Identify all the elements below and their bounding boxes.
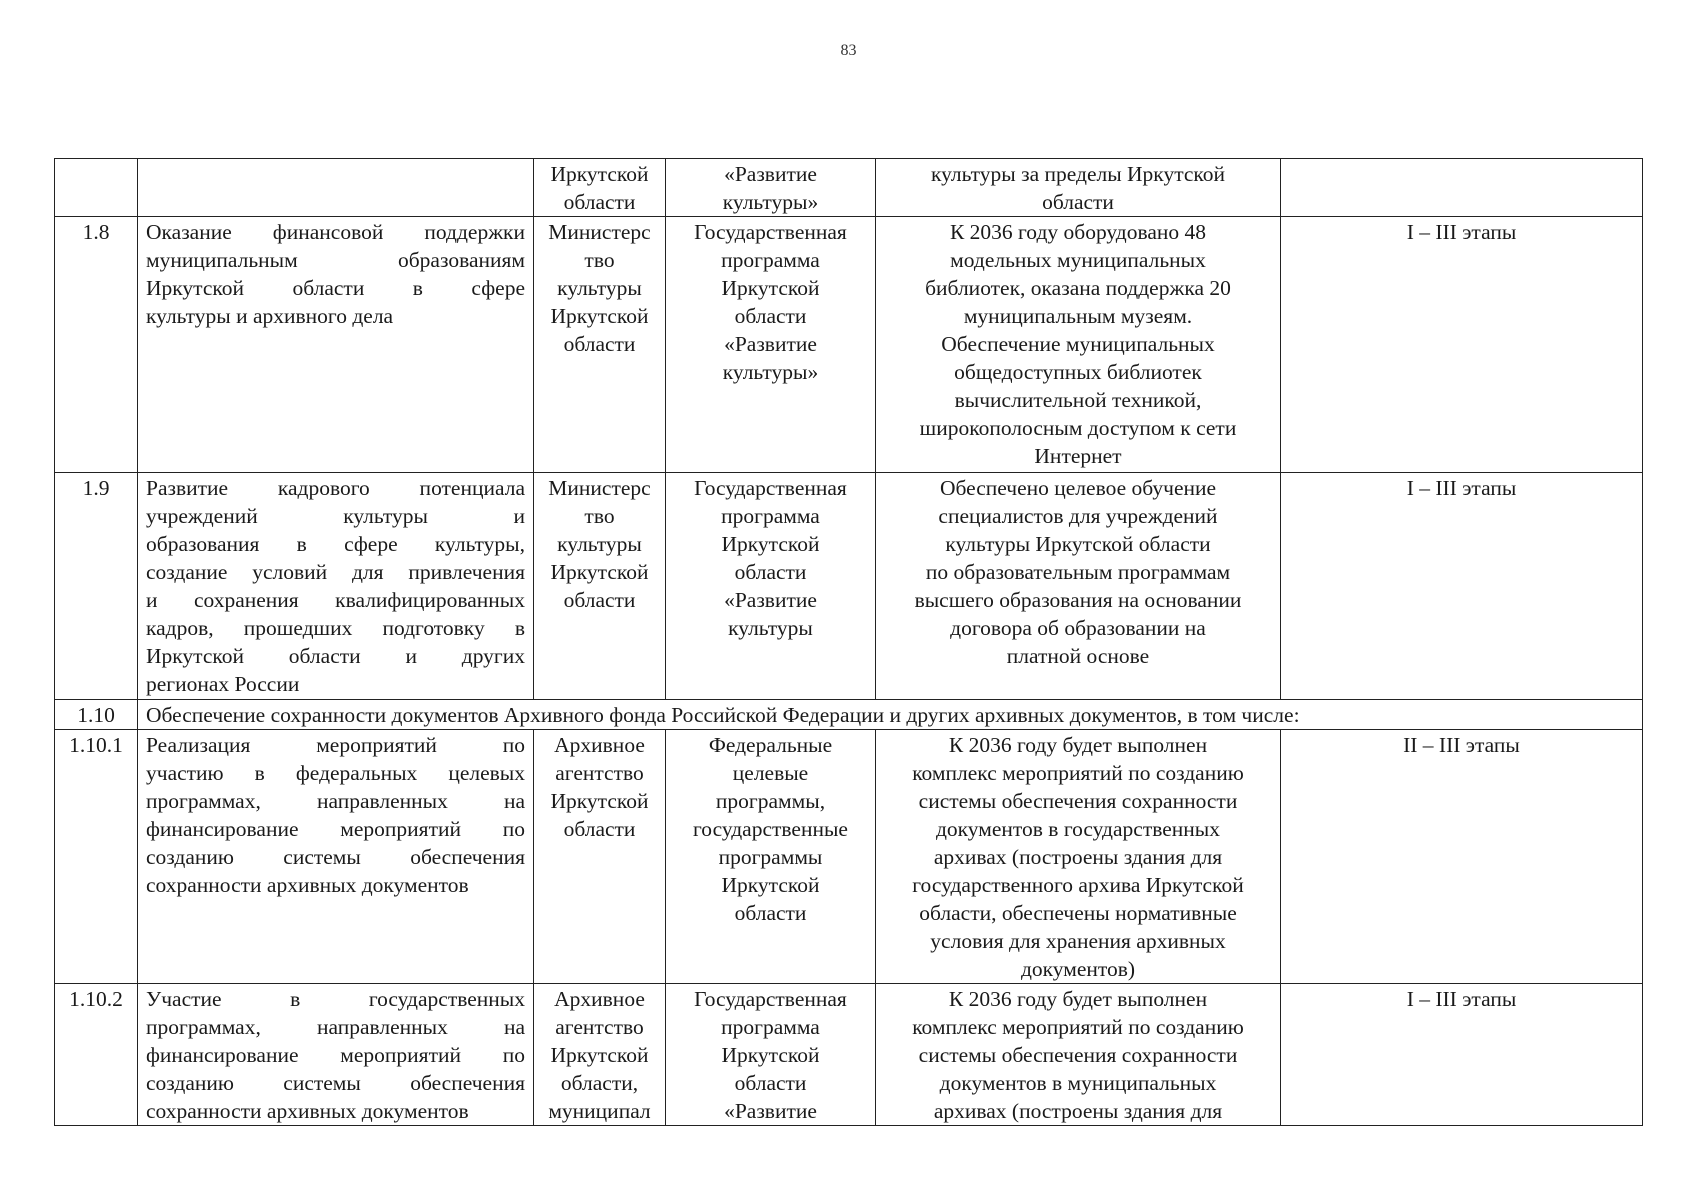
text-line: Иркутской — [721, 873, 820, 897]
table-row — [55, 730, 1643, 984]
text-line: модельных муниципальных — [950, 248, 1206, 272]
text-line: кадров, прошедших подготовку в — [146, 616, 525, 640]
text-line: документов в муниципальных — [939, 1071, 1217, 1095]
text-line: Реализация мероприятий по — [146, 733, 525, 757]
measures-table — [54, 158, 1643, 1126]
text-line: библиотек, оказана поддержка 20 — [925, 276, 1231, 300]
text-line: тво — [584, 504, 615, 528]
row-number — [55, 159, 138, 217]
text-line: Иркутской — [550, 304, 649, 328]
text-line: Федеральные — [708, 733, 833, 757]
table-row — [55, 984, 1643, 1126]
text-line: финансирование мероприятий по — [146, 817, 525, 841]
text-line: Иркутской — [721, 276, 820, 300]
measure-name — [138, 217, 534, 473]
text-line: сохранности архивных документов — [146, 1099, 469, 1123]
text-line: области — [734, 901, 807, 925]
text-line: Оказание финансовой поддержки — [146, 220, 525, 244]
text-line: Иркутской — [721, 532, 820, 556]
text-line: Обеспечено целевое обучение — [939, 476, 1217, 500]
result-cell — [876, 984, 1281, 1126]
text-line: культуры» — [722, 360, 819, 384]
text-line: «Развитие — [724, 162, 817, 186]
executor-cell — [534, 217, 666, 473]
text-line: Развитие кадрового потенциала — [146, 476, 525, 500]
text-line: Иркутской — [721, 1043, 820, 1067]
text-line: культуры — [728, 616, 813, 640]
text-line: системы обеспечения сохранности — [918, 789, 1238, 813]
funding-source-cell — [666, 730, 876, 984]
text-line: программа — [721, 248, 820, 272]
table-row — [55, 159, 1643, 217]
section-heading: Обеспечение сохранности документов Архивного фонда Российской Федерации и других архивных документов, в том числе: — [138, 700, 1643, 730]
text-line: Иркутской — [550, 1043, 649, 1067]
measure-name — [138, 984, 534, 1126]
text-line: созданию системы обеспечения — [146, 1071, 525, 1095]
text-line: Архивное — [554, 987, 645, 1011]
text-line: программы, — [715, 789, 826, 813]
text-line: учреждений культуры и — [146, 504, 525, 528]
text-line: Участие в государственных — [146, 987, 525, 1011]
text-line: комплекс мероприятий по созданию — [912, 1015, 1244, 1039]
text-line: области — [563, 332, 636, 356]
stage-cell: I – III этапы — [1281, 217, 1643, 473]
executor-cell — [534, 473, 666, 700]
executor-cell — [534, 730, 666, 984]
text-line: области — [563, 588, 636, 612]
row-number: 1.10.2 — [55, 984, 138, 1126]
result-cell — [876, 217, 1281, 473]
text-line: Обеспечение муниципальных — [941, 332, 1215, 356]
text-line: Иркутской — [550, 162, 649, 186]
text-line: К 2036 году оборудовано 48 — [949, 220, 1207, 244]
row-number: 1.10 — [55, 700, 138, 730]
text-line: «Развитие — [724, 332, 817, 356]
funding-source-cell — [666, 159, 876, 217]
text-line: образования в сфере культуры, — [146, 532, 525, 556]
measure-name — [138, 473, 534, 700]
text-line: культуры и архивного дела — [146, 304, 394, 328]
measure-name — [138, 159, 534, 217]
row-number: 1.10.1 — [55, 730, 138, 984]
text-line: Министерс — [548, 220, 651, 244]
text-line: специалистов для учреждений — [938, 504, 1218, 528]
measure-name — [138, 730, 534, 984]
text-line: Государственная — [694, 987, 847, 1011]
text-line: Иркутской — [550, 560, 649, 584]
text-line: вычислительной техникой, — [954, 388, 1202, 412]
text-line: Иркутской — [550, 789, 649, 813]
text-line: культуры за пределы Иркутской — [930, 162, 1226, 186]
text-line: по образовательным программам — [925, 560, 1231, 584]
text-line: программа — [721, 504, 820, 528]
text-line: культуры Иркутской области — [945, 532, 1211, 556]
text-line: области — [734, 304, 807, 328]
text-line: сохранности архивных документов — [146, 873, 469, 897]
result-cell — [876, 730, 1281, 984]
text-line: государственного архива Иркутской — [912, 873, 1244, 897]
text-line: области — [734, 1071, 807, 1095]
text-line: культуры — [557, 532, 642, 556]
text-line: программы — [718, 845, 823, 869]
stage-cell: II – III этапы — [1281, 730, 1643, 984]
text-line: договора об образовании на — [950, 616, 1206, 640]
text-line: «Развитие — [724, 588, 817, 612]
result-cell — [876, 159, 1281, 217]
text-line: платной основе — [1006, 644, 1150, 668]
page-number: 83 — [840, 42, 857, 59]
table-row — [55, 473, 1643, 700]
text-line: области, — [560, 1071, 639, 1095]
text-line: Министерс — [548, 476, 651, 500]
text-line: К 2036 году будет выполнен — [948, 987, 1208, 1011]
text-line: тво — [584, 248, 615, 272]
text-line: программах, направленных на — [146, 789, 525, 813]
result-cell — [876, 473, 1281, 700]
funding-source-cell — [666, 984, 876, 1126]
text-line: создание условий для привлечения — [146, 560, 525, 584]
table-row — [55, 700, 1643, 730]
stage-cell — [1281, 159, 1643, 217]
text-line: архивах (построены здания для — [933, 845, 1223, 869]
text-line: документов) — [1020, 957, 1136, 981]
text-line: культуры — [557, 276, 642, 300]
text-line: участию в федеральных целевых — [146, 761, 525, 785]
text-line: К 2036 году будет выполнен — [948, 733, 1208, 757]
text-line: финансирование мероприятий по — [146, 1043, 525, 1067]
text-line: области — [563, 190, 636, 214]
text-line: комплекс мероприятий по созданию — [912, 761, 1244, 785]
text-line: области — [1042, 190, 1114, 214]
text-line: области — [734, 560, 807, 584]
text-line: системы обеспечения сохранности — [918, 1043, 1238, 1067]
text-line: программах, направленных на — [146, 1015, 525, 1039]
text-line: Иркутской области и других — [146, 644, 525, 668]
text-line: архивах (построены здания для — [933, 1099, 1223, 1123]
stage-cell: I – III этапы — [1281, 473, 1643, 700]
text-line: культуры» — [722, 190, 819, 214]
text-line: высшего образования на основании — [914, 588, 1242, 612]
row-number: 1.9 — [55, 473, 138, 700]
text-line: документов в государственных — [935, 817, 1221, 841]
text-line: Иркутской области в сфере — [146, 276, 525, 300]
text-line: и сохранения квалифицированных — [146, 588, 525, 612]
executor-cell — [534, 984, 666, 1126]
text-line: Интернет — [1034, 444, 1122, 468]
text-line: широкополосным доступом к сети — [919, 416, 1237, 440]
text-line: государственные — [693, 817, 848, 841]
text-line: области, обеспечены нормативные — [919, 901, 1237, 925]
text-line: программа — [721, 1015, 820, 1039]
text-line: созданию системы обеспечения — [146, 845, 525, 869]
text-line: муниципал — [548, 1099, 651, 1123]
table-row — [55, 217, 1643, 473]
stage-cell: I – III этапы — [1281, 984, 1643, 1126]
row-number: 1.8 — [55, 217, 138, 473]
text-line: муниципальным образованиям — [146, 248, 525, 272]
text-line: Государственная — [694, 220, 847, 244]
text-line: условия для хранения архивных — [930, 929, 1226, 953]
text-line: муниципальным музеям. — [963, 304, 1193, 328]
funding-source-cell — [666, 217, 876, 473]
text-line: Государственная — [694, 476, 847, 500]
text-line: регионах России — [146, 672, 300, 696]
text-line: агентство — [555, 761, 644, 785]
text-line: Архивное — [554, 733, 645, 757]
text-line: «Развитие — [724, 1099, 817, 1123]
text-line: целевые — [732, 761, 809, 785]
text-line: общедоступных библиотек — [954, 360, 1202, 384]
text-line: области — [563, 817, 636, 841]
executor-cell — [534, 159, 666, 217]
funding-source-cell — [666, 473, 876, 700]
text-line: агентство — [555, 1015, 644, 1039]
